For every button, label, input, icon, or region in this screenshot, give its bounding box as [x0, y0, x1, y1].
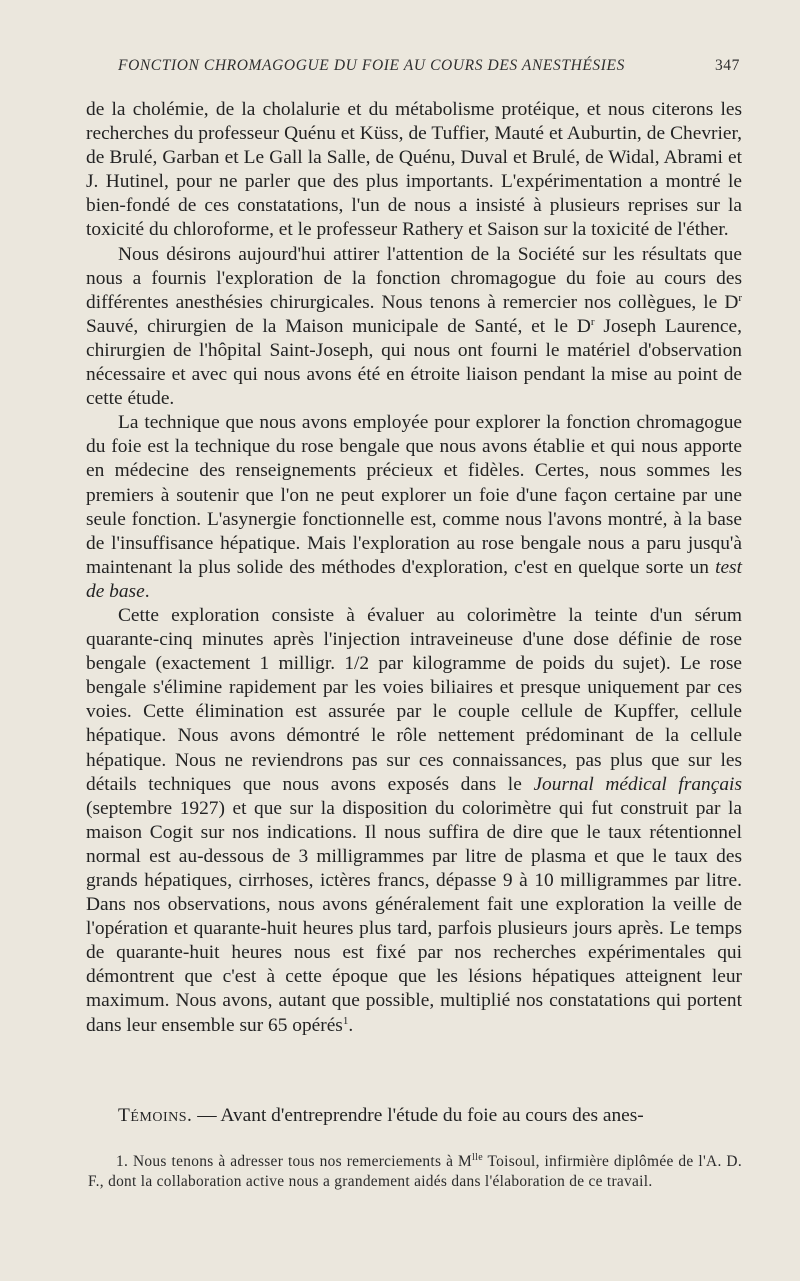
footnote-text-a: 1. Nous tenons à adresser tous nos remerciements à M [116, 1153, 473, 1170]
paragraph-4-text-a: Cette exploration consiste à évaluer au colorimètre la teinte d'un sérum quarante-cinq minutes après l'injection intraveineuse d'une dose définie de rose bengale (exactement 1 milligr. 1/2 par kilogramme de poids du sujet). Le rose bengale s'élimine rapidement par les voies biliaires et presque uniquement par ces voies. Cette élimination est assurée par le couple cellule de Kupffer, cellule hépatique. Nous avons démontré le rôle nettement prédominant de la cellule hépatique. Nous ne reviendrons pas sur ces connaissances, pas plus que sur les détails techniques que nous avons exposés dans le [86, 604, 742, 795]
body-text [86, 98, 742, 1038]
italic-phrase: test de base [86, 556, 742, 602]
paragraph-4-text-b: (septembre 1927) et que sur la disposition du colorimètre qui fut construit par la maison Cogit sur nos indications. Il nous suffira de dire que le taux rétentionnel normal est au-dessous de 3 milligrammes par litre de plasma et que le taux des grands hépatiques, cirrhoses, ictères francs, dépasse 9 à 10 milligrammes par litre. Dans nos observations, nous avons généralement fait une exploration la veille de l'opération et quarante-huit heures plus tard, parfois plusieurs jours après. Le temps de quarante-huit heures nous est fixé par nos recherches expérimentales qui démontrent que c'est à cette époque que les lésions hépatiques atteignent leur maximum. Nous avons, autant que possible, multiplié nos constatations qui portent dans leur ensemble sur 65 opérés [86, 797, 742, 1036]
journal-title: Journal médical français [533, 773, 742, 795]
footnote-superscript: lle [472, 1152, 483, 1163]
page-number: 347 [714, 57, 740, 74]
footnote [88, 1152, 742, 1191]
section-label: Témoins. [118, 1105, 193, 1126]
running-header-title: FONCTION CHROMAGOGUE DU FOIE AU COURS DES ANESTHÉSIES [118, 57, 625, 74]
superscript-r: r [738, 291, 742, 304]
paragraph-3 [86, 411, 742, 604]
paragraph-2-text-a: Nous désirons aujourd'hui attirer l'attention de la Société sur les résultats que nous a fournis l'exploration de la fonction chromagogue du foie au cours des différentes anesthésies chirurgicales. Nous tenons à remercier nos collègues, le D [86, 243, 742, 313]
paragraph-2-text-c: Joseph Laurence, chirurgien de l'hôpital Saint-Joseph, qui nous ont fourni le matériel d'observation nécessaire et avec qui nous avons été en étroite liaison pendant la mise au point de cette étude. [86, 315, 742, 410]
paragraph-3-text-b: . [144, 580, 150, 602]
paragraph-2 [86, 243, 742, 412]
running-header [88, 57, 740, 79]
temoins-text: — Avant d'entreprendre l'étude du foie au cours des anes- [192, 1105, 644, 1126]
paragraph-1: de la cholémie, de la cholalurie et du métabolisme protéique, et nous citerons les recherches du professeur Quénu et Küss, de Tuffier, Mauté et Auburtin, de Chevrier, de Brulé, Garban et Le Gall la Salle, de Quénu, Duval et Brulé, de Widal, Abrami et J. Hutinel, pour ne parler que des plus importants. L'expérimentation a montré le bien-fondé de ces constatations, l'un de nous a insisté à plusieurs reprises sur la toxicité du chloroforme, et le professeur Rathery et Saison sur la toxicité de l'éther. [86, 99, 742, 241]
paragraph-3-text-a: La technique que nous avons employée pour explorer la fonction chromagogue du foie est la technique du rose bengale que nous avons établie et qui nous apporte en médecine des renseignements précieux et fidèles. Certes, nous sommes les premiers à soutenir que l'on ne peut explorer un foie d'une façon certaine par une seule fonction. L'asynergie fonctionnelle est, comme nous l'avons montré, à la base de l'insuffisance hépatique. Mais l'exploration au rose bengale nous a paru jusqu'à maintenant la plus solide des méthodes d'exploration, c'est en quelque sorte un [86, 412, 742, 578]
footnote-marker: 1 [342, 1014, 349, 1027]
paragraph-4 [86, 604, 742, 1038]
paragraph-2-text-b: Sauvé, chirurgien de la Maison municipale de Santé, et le D [86, 315, 591, 337]
temoins-section-start [86, 1104, 742, 1128]
footnote-text-b: Toisoul, infirmière diplômée de l'A. D. F., dont la collaboration active nous a grandement aidés dans l'élaboration de ce travail. [88, 1153, 742, 1190]
paragraph-4-text-c: . [348, 1014, 354, 1036]
superscript-r: r [590, 315, 595, 328]
